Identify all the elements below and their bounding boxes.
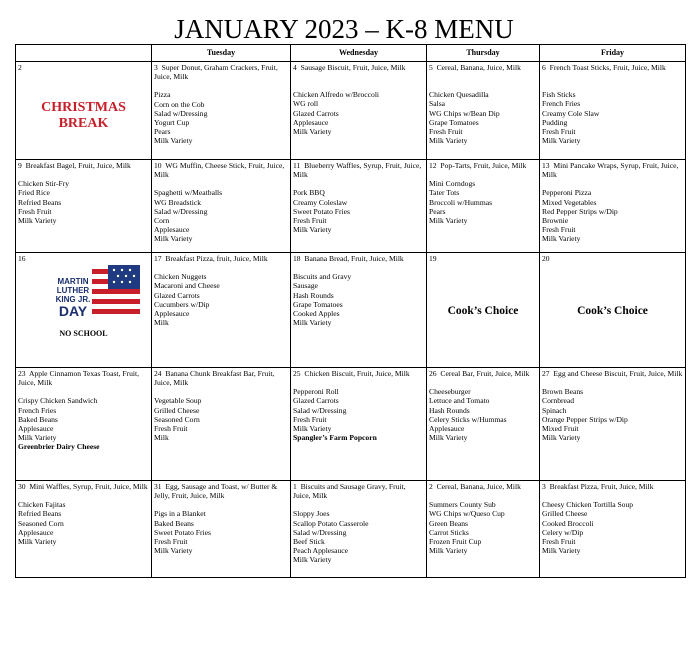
- lunch-item: Refried Beans: [18, 197, 62, 207]
- day-cell: [540, 253, 686, 368]
- lunch-item: Milk Variety: [542, 433, 581, 443]
- day-number: 18: [293, 254, 301, 263]
- day-heading: [429, 254, 537, 263]
- lunch-item: French Fries: [18, 405, 57, 415]
- day-number: 9: [18, 161, 22, 170]
- lunch-item: Chicken Alfredo w/Broccoli: [293, 90, 380, 100]
- day-heading: [542, 482, 683, 491]
- lunch-item: Applesauce: [154, 225, 190, 235]
- day-number: 12: [429, 161, 437, 170]
- day-cell: [16, 62, 152, 160]
- breakfast-text: Blueberry Waffles, Syrup, Fruit, Juice, Milk: [293, 161, 422, 180]
- spacer: [429, 170, 537, 179]
- lunch-item: Brownie: [542, 216, 569, 226]
- featured-local-item: Spangler’s Farm Popcorn: [293, 433, 377, 443]
- breakfast-text: Breakfast Bagel, Fruit, Juice, Milk: [25, 161, 131, 170]
- lunch-item: Cooked Apples: [293, 309, 340, 319]
- lunch-item: Grape Tomatoes: [293, 299, 343, 309]
- day-cell: [427, 368, 540, 481]
- lunch-item: Salad w/Dressing: [293, 527, 347, 537]
- lunch-item: Pudding: [542, 117, 568, 127]
- lunch-item: Fresh Fruit: [154, 424, 188, 434]
- lunch-item: Milk Variety: [293, 318, 332, 328]
- spacer: [542, 378, 683, 387]
- header-tuesday: Tuesday: [152, 45, 291, 62]
- lunch-item: Milk Variety: [429, 216, 468, 226]
- lunch-item: Applesauce: [429, 424, 465, 434]
- lunch-item: Tater Tots: [429, 188, 460, 198]
- lunch-item: Fish Sticks: [542, 90, 576, 100]
- day-heading: [542, 254, 683, 263]
- lunch-item: Broccoli w/Hummas: [429, 197, 493, 207]
- header-thursday: Thursday: [427, 45, 540, 62]
- day-heading: [18, 63, 149, 72]
- header-wednesday: Wednesday: [291, 45, 427, 62]
- cooks-choice-label: Cook’s Choice: [577, 305, 648, 318]
- lunch-item: Sweet Potato Fries: [154, 527, 211, 537]
- day-heading: [154, 254, 288, 263]
- lunch-item: Salad w/Dressing: [154, 206, 208, 216]
- day-cell: [291, 62, 427, 160]
- lunch-item: Frozen Fruit Cup: [429, 537, 482, 547]
- day-heading: [18, 254, 149, 263]
- day-cell: [16, 368, 152, 481]
- mlk-day-graphic: [18, 265, 149, 327]
- lunch-item: Fresh Fruit: [18, 206, 52, 216]
- breakfast-text: WG Muffin, Cheese Stick, Fruit, Juice, Milk: [154, 161, 285, 180]
- lunch-item: WG roll: [293, 99, 319, 109]
- breakfast-text: Cereal Bar, Fruit, Juice, Milk: [440, 369, 530, 378]
- cooks-choice-label: Cook’s Choice: [447, 305, 519, 318]
- day-cell: [540, 481, 686, 578]
- spacer: [542, 491, 683, 500]
- breakfast-text: Cereal, Banana, Juice, Milk: [436, 63, 521, 72]
- lunch-item: Macaroni and Cheese: [154, 281, 220, 291]
- lunch-item: Milk Variety: [154, 546, 193, 556]
- lunch-item: Applesauce: [293, 117, 329, 127]
- spacer: [429, 378, 537, 387]
- day-cell: [291, 253, 427, 368]
- lunch-item: Lettuce and Tomato: [429, 396, 490, 406]
- lunch-item: Milk Variety: [293, 424, 332, 434]
- mlk-day-line: LUTHER KING JR.: [55, 286, 91, 305]
- breakfast-text: Breakfast Pizza, Fruit, Juice, Milk: [549, 482, 654, 491]
- page-title: JANUARY 2023 – K-8 MENU: [174, 14, 514, 44]
- lunch-item: WG Breadstick: [154, 197, 202, 207]
- breakfast-text: Cereal, Banana, Juice, Milk: [436, 482, 521, 491]
- spacer: [293, 378, 424, 387]
- breakfast-text: Pop-Tarts, Fruit, Juice, Milk: [440, 161, 527, 170]
- day-number: 3: [542, 482, 546, 491]
- day-number: 10: [154, 161, 162, 170]
- lunch-item: Sweet Potato Fries: [293, 206, 350, 216]
- lunch-item: Milk Variety: [154, 234, 193, 244]
- lunch-item: Vegetable Soup: [154, 396, 202, 406]
- lunch-item: Fresh Fruit: [542, 127, 576, 137]
- spacer: [18, 387, 149, 396]
- lunch-item: Milk Variety: [429, 433, 468, 443]
- breakfast-text: French Toast Sticks, Fruit, Juice, Milk: [549, 63, 666, 72]
- lunch-item: Milk Variety: [429, 546, 468, 556]
- lunch-item: Hash Rounds: [293, 290, 334, 300]
- lunch-item: Milk Variety: [293, 225, 332, 235]
- day-heading: [154, 63, 288, 81]
- spacer: [429, 72, 537, 90]
- lunch-item: Pizza: [154, 90, 171, 100]
- day-number: 13: [542, 161, 550, 170]
- lunch-item: Scallop Potato Casserole: [293, 518, 369, 528]
- breakfast-text: Egg, Sausage and Toast, w/ Butter & Jelly, Fruit, Juice, Milk: [154, 482, 278, 501]
- breakfast-text: Biscuits and Sausage Gravy, Fruit, Juice, Milk: [293, 482, 406, 501]
- spacer: [154, 179, 288, 188]
- lunch-item: Fresh Fruit: [154, 537, 188, 547]
- breakfast-text: Egg and Cheese Biscuit, Fruit, Juice, Milk: [553, 369, 683, 378]
- lunch-item: Chicken Quesadilla: [429, 90, 489, 100]
- breakfast-text: Chicken Biscuit, Fruit, Juice, Milk: [304, 369, 410, 378]
- week-row: [16, 253, 686, 368]
- day-cell: [291, 481, 427, 578]
- spacer: [429, 491, 537, 500]
- lunch-item: Chicken Fajitas: [18, 500, 66, 510]
- day-heading: [293, 63, 424, 72]
- lunch-item: French Fries: [542, 99, 581, 109]
- lunch-item: Cheesy Chicken Tortilla Soup: [542, 500, 634, 510]
- day-cell: [16, 481, 152, 578]
- day-number: 4: [293, 63, 297, 72]
- day-cell: [152, 253, 291, 368]
- christmas-break-line: BREAK: [58, 116, 109, 132]
- breakfast-text: Breakfast Pizza, fruit, Juice, Milk: [165, 254, 268, 263]
- lunch-item: Celery w/Dip: [542, 527, 584, 537]
- spacer: [542, 72, 683, 90]
- american-flag-icon: [92, 265, 140, 321]
- lunch-item: Pepperoni Roll: [293, 387, 339, 397]
- mlk-day-line: MARTIN: [57, 277, 89, 287]
- lunch-item: Mini Corndogs: [429, 179, 476, 189]
- day-heading: [154, 161, 288, 179]
- breakfast-text: Super Donut, Graham Crackers, Fruit, Juice, Milk: [154, 63, 278, 82]
- lunch-item: Milk Variety: [542, 546, 581, 556]
- lunch-item: Milk Variety: [542, 234, 581, 244]
- week-row: [16, 160, 686, 253]
- lunch-item: Salsa: [429, 99, 446, 109]
- week-row: [16, 481, 686, 578]
- day-heading: [542, 161, 683, 179]
- spacer: [154, 500, 288, 509]
- spacer: [18, 491, 149, 500]
- lunch-item: Fresh Fruit: [293, 414, 327, 424]
- lunch-item: Salad w/Dressing: [293, 405, 347, 415]
- spacer: [154, 81, 288, 90]
- day-heading: [293, 161, 424, 179]
- header-friday: Friday: [540, 45, 686, 62]
- lunch-item: Biscuits and Gravy: [293, 272, 352, 282]
- day-heading: [293, 254, 424, 263]
- day-number: 2: [429, 482, 433, 491]
- lunch-item: Milk Variety: [293, 127, 332, 137]
- lunch-item: Green Beans: [429, 518, 469, 528]
- day-number: 6: [542, 63, 546, 72]
- breakfast-text: Banana Bread, Fruit, Juice, Milk: [304, 254, 404, 263]
- lunch-item: Fresh Fruit: [542, 537, 576, 547]
- lunch-item: Milk: [154, 433, 169, 443]
- day-heading: [18, 369, 149, 387]
- day-number: 11: [293, 161, 301, 170]
- spacer: [293, 500, 424, 509]
- day-number: 2: [18, 63, 22, 72]
- lunch-item: Fresh Fruit: [429, 127, 463, 137]
- breakfast-text: Mini Pancake Wraps, Syrup, Fruit, Juice, Milk: [542, 161, 679, 180]
- day-number: 27: [542, 369, 550, 378]
- lunch-item: Grilled Cheese: [154, 405, 200, 415]
- menu-calendar: [15, 44, 686, 578]
- lunch-item: Mixed Fruit: [542, 424, 579, 434]
- lunch-item: Sloppy Joes: [293, 509, 330, 519]
- day-number: 3: [154, 63, 158, 72]
- lunch-item: Orange Pepper Strips w/Dip: [542, 414, 628, 424]
- day-number: 17: [154, 254, 162, 263]
- day-cell: [152, 160, 291, 253]
- spacer: [293, 179, 424, 188]
- header-row: [16, 45, 686, 62]
- day-heading: [154, 482, 288, 500]
- lunch-item: Milk: [154, 318, 169, 328]
- day-cell: [152, 368, 291, 481]
- lunch-item: Brown Beans: [542, 387, 584, 397]
- lunch-item: Fresh Fruit: [542, 225, 576, 235]
- day-heading: [293, 482, 424, 500]
- lunch-item: WG Chips w/Bean Dip: [429, 108, 500, 118]
- lunch-item: Summers County Sub: [429, 500, 496, 510]
- day-heading: [154, 369, 288, 387]
- breakfast-text: Apple Cinnamon Texas Toast, Fruit, Juice, Milk: [18, 369, 140, 388]
- lunch-item: Celery Sticks w/Hummas: [429, 414, 507, 424]
- day-number: 23: [18, 369, 26, 378]
- day-heading: [542, 369, 683, 378]
- lunch-item: Creamy Coleslaw: [293, 197, 348, 207]
- day-cell: [152, 481, 291, 578]
- day-cell: [16, 160, 152, 253]
- lunch-item: Sausage: [293, 281, 318, 291]
- no-school-label: NO SCHOOL: [59, 329, 108, 339]
- day-number: 24: [154, 369, 162, 378]
- day-cell: [291, 160, 427, 253]
- lunch-item: Corn: [154, 216, 170, 226]
- lunch-item: Salad w/Dressing: [154, 108, 208, 118]
- spacer: [154, 263, 288, 272]
- mlk-day-text: [48, 277, 98, 319]
- lunch-item: Milk Variety: [18, 537, 57, 547]
- lunch-item: Peach Applesauce: [293, 546, 349, 556]
- lunch-item: Corn on the Cob: [154, 99, 205, 109]
- lunch-item: Glazed Carrots: [293, 108, 339, 118]
- lunch-item: Milk Variety: [429, 136, 468, 146]
- christmas-break-line: CHRISTMAS: [41, 100, 126, 116]
- lunch-item: Pears: [429, 206, 446, 216]
- day-cell: [291, 368, 427, 481]
- lunch-item: Mixed Vegetables: [542, 197, 597, 207]
- spacer: [154, 387, 288, 396]
- day-number: 20: [542, 254, 550, 263]
- lunch-item: Milk Variety: [18, 433, 57, 443]
- lunch-item: Fried Rice: [18, 188, 50, 198]
- day-number: 30: [18, 482, 26, 491]
- week-row: [16, 368, 686, 481]
- day-cell: [16, 253, 152, 368]
- day-number: 5: [429, 63, 433, 72]
- lunch-item: Cheeseburger: [429, 387, 471, 397]
- lunch-item: Cucumbers w/Dip: [154, 299, 210, 309]
- lunch-item: Fresh Fruit: [293, 216, 327, 226]
- day-number: 31: [154, 482, 162, 491]
- header-monday: [16, 45, 152, 62]
- spacer: [542, 179, 683, 188]
- day-number: 1: [293, 482, 297, 491]
- lunch-item: Chicken Stir-Fry: [18, 179, 70, 189]
- lunch-item: Chicken Nuggets: [154, 272, 207, 282]
- lunch-item: Milk Variety: [18, 216, 57, 226]
- lunch-item: Refried Beans: [18, 509, 62, 519]
- lunch-item: Pears: [154, 127, 171, 137]
- day-number: 16: [18, 254, 26, 263]
- lunch-item: Glazed Carrots: [154, 290, 200, 300]
- spacer: [293, 72, 424, 90]
- featured-local-item: Greenbrier Dairy Cheese: [18, 442, 100, 452]
- lunch-item: Pepperoni Pizza: [542, 188, 592, 198]
- lunch-item: Milk Variety: [154, 136, 193, 146]
- day-cell: [540, 62, 686, 160]
- lunch-item: Spinach: [542, 405, 567, 415]
- lunch-item: Grilled Cheese: [542, 509, 588, 519]
- lunch-item: Spaghetti w/Meatballs: [154, 188, 223, 198]
- lunch-item: Milk Variety: [293, 555, 332, 565]
- lunch-item: Pork BBQ: [293, 188, 325, 198]
- lunch-item: Cornbread: [542, 396, 575, 406]
- day-number: 25: [293, 369, 301, 378]
- lunch-item: Applesauce: [18, 424, 54, 434]
- day-cell: [152, 62, 291, 160]
- lunch-item: Carrot Sticks: [429, 527, 469, 537]
- lunch-item: Creamy Cole Slaw: [542, 108, 600, 118]
- day-heading: [542, 63, 683, 72]
- spacer: [293, 263, 424, 272]
- day-heading: [429, 161, 537, 170]
- spacer: [18, 170, 149, 179]
- day-cell: [427, 481, 540, 578]
- lunch-item: Seasoned Corn: [154, 414, 200, 424]
- lunch-item: Yogurt Cup: [154, 118, 190, 128]
- day-number: 19: [429, 254, 437, 263]
- breakfast-text: Banana Chunk Breakfast Bar, Fruit, Juice, Milk: [154, 369, 275, 388]
- lunch-item: Applesauce: [154, 309, 190, 319]
- lunch-item: Beef Stick: [293, 537, 325, 547]
- lunch-item: Milk Variety: [542, 136, 581, 146]
- mlk-day-line: DAY: [58, 303, 88, 320]
- day-heading: [18, 482, 149, 491]
- lunch-item: Applesauce: [18, 527, 54, 537]
- lunch-item: Crispy Chicken Sandwich: [18, 396, 98, 406]
- day-cell: [540, 160, 686, 253]
- day-cell: [427, 253, 540, 368]
- day-heading: [429, 63, 537, 72]
- day-heading: [429, 369, 537, 378]
- day-cell: [427, 62, 540, 160]
- day-cell: [540, 368, 686, 481]
- week-row: [16, 62, 686, 160]
- day-cell: [427, 160, 540, 253]
- christmas-break-label: [18, 100, 149, 132]
- breakfast-text: Mini Waffles, Syrup, Fruit, Juice, Milk: [29, 482, 148, 491]
- day-heading: [18, 161, 149, 170]
- day-heading: [293, 369, 424, 378]
- breakfast-text: Sausage Biscuit, Fruit, Juice, Milk: [300, 63, 406, 72]
- lunch-item: Hash Rounds: [429, 405, 470, 415]
- day-number: 26: [429, 369, 437, 378]
- lunch-item: Red Pepper Strips w/Dip: [542, 206, 618, 216]
- lunch-item: Grape Tomatoes: [429, 117, 479, 127]
- lunch-item: Pigs in a Blanket: [154, 509, 206, 519]
- lunch-item: Seasoned Corn: [18, 518, 64, 528]
- lunch-item: Cooked Broccoli: [542, 518, 594, 528]
- lunch-item: WG Chips w/Queso Cup: [429, 509, 505, 519]
- day-heading: [429, 482, 537, 491]
- lunch-item: Baked Beans: [18, 414, 58, 424]
- lunch-item: Glazed Carrots: [293, 396, 339, 406]
- lunch-item: Baked Beans: [154, 518, 194, 528]
